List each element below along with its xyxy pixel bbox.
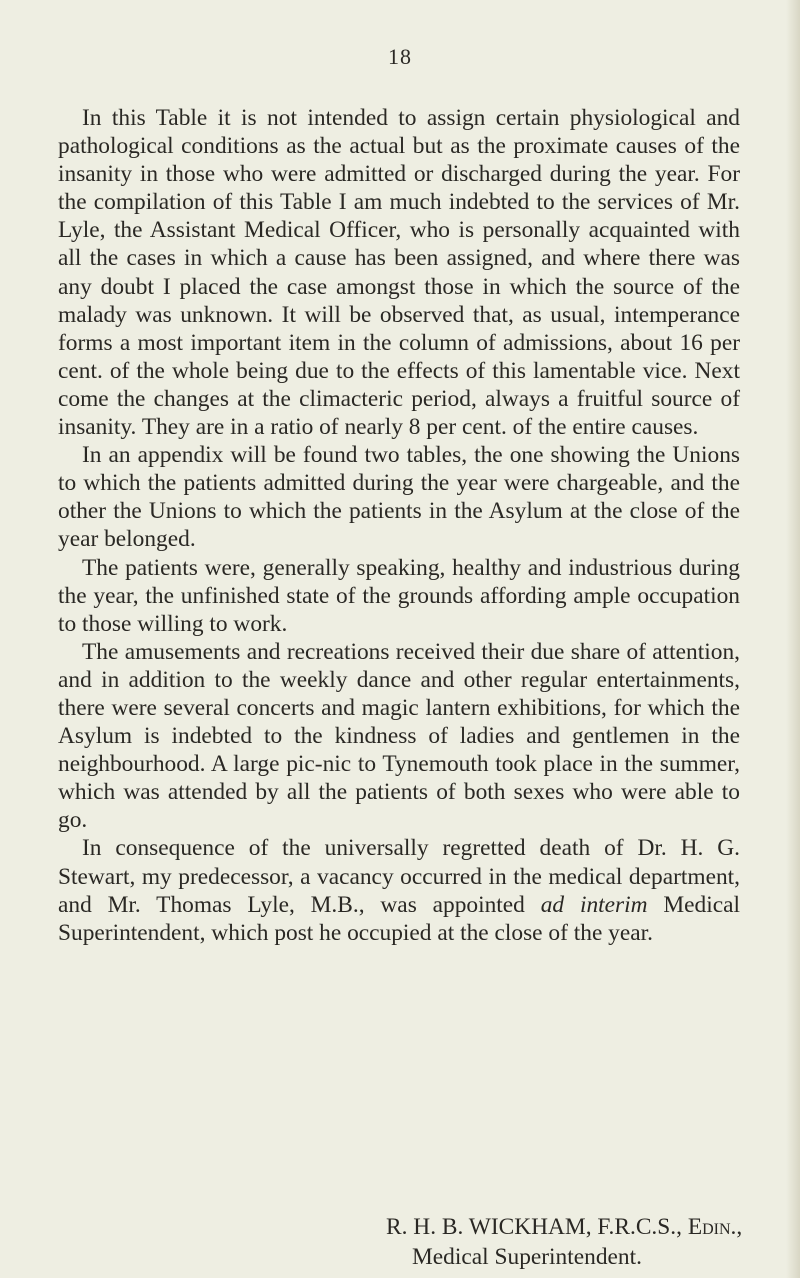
appointment-text-start: In consequence of the universally regretted death of Dr. H. G. Stewart, my predecessor, a vacancy occurred in the medical department, and Mr. Thomas Lyle, M.B., was appointed [58,835,740,918]
paragraph-appointment [58,834,740,946]
page-edge-shadow [786,0,800,1278]
paragraph-amusements: The amusements and recreations received their due share of attention, and in addition to the weekly dance and other regular entertainments, there were several concerts and magic lantern exhibitions, for which the Asylum is indebted to the kindness of ladies and gentlemen in the neighbourhood. A large pic-nic to Tynemouth took place in the summer, which was attended by all the patients of both sexes who were able to go. [58,638,740,834]
appointment-text-end: Medical Superintendent, which post he occupied at the close of the year. [58,891,741,946]
paragraph-causes-table: In this Table it is not intended to assign certain physiological and pathological conditions as the actual but as the proximate causes of the insanity in those who were admitted or discharged during the year. For the compilation of this Table I am much indebted to the services of Mr. Lyle, the Assistant Medical Officer, who is personally acquainted with all the cases in which a cause has been assigned, and where there was any doubt I placed the case amongst those in which the source of the malady was unknown. It will be observed that, as usual, intemperance forms a most important item in the column of admissions, about 16 per cent. of the whole being due to the effects of this lamentable vice. Next come the changes at the climacteric period, always a fruitful source of insanity. They are in a ratio of nearly 8 per cent. of the entire causes. [58,105,740,441]
signature-name-line [386,1213,742,1241]
paragraph-patients-health: The patients were, generally speaking, healthy and industrious during the year, the unfinished state of the grounds affording ample occupation to those willing to work. [58,554,740,637]
signature-title: Medical Superintendent. [412,1244,642,1270]
paragraph-appendix: In an appendix will be found two tables, the one showing the Unions to which the patients admitted during the year were chargeable, and the other the Unions to which the patients in the Asylum at the close of the year belonged. [58,442,740,553]
page-number: 18 [388,44,412,69]
body-text [58,104,740,947]
appointment-italic-term: ad interim [540,891,648,918]
signature-degree-suffix: Edin., [687,1214,743,1240]
signature-name: R. H. B. WICKHAM, F.R.C.S., [386,1214,688,1240]
